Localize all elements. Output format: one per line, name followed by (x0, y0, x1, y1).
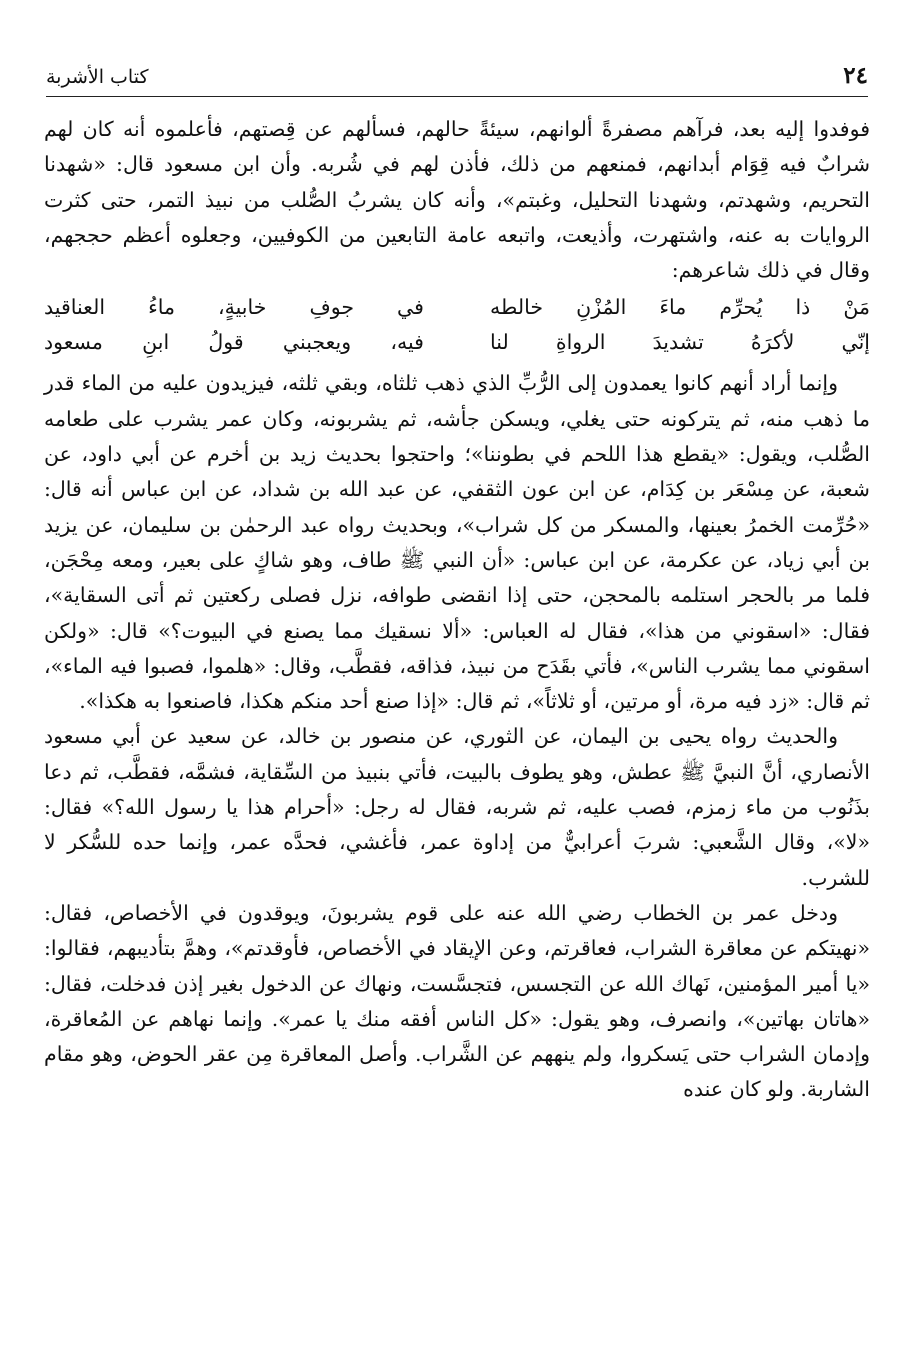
paragraph-3: والحديث رواه يحيى بن اليمان، عن الثوري، عن منصور بن خالد، عن سعيد عن أبي مسعود الأنصاري، أنَّ النبيَّ ﷺ عطش، وهو يطوف بالبيت، فأتي بنبيذ من السِّقاية، فشمَّه، فقطَّب، ثم دعا بذَنُوب من ماء زمزم، فصب عليه، ثم شربه، فقال له رجل: «أحرام هذا يا رسول الله؟» فقال: «لا»، وقال الشَّعبي: شربَ أعرابيٌّ من إداوة عمر، فأغشي، فحدَّه عمر، وإنما حده للسُّكر لا للشرب. (44, 724, 870, 890)
paragraph-4: ودخل عمر بن الخطاب رضي الله عنه على قوم يشربونَ، ويوقدون في الأخصاص، فقال: «نهيتكم عن معاقرة الشراب، فعاقرتم، وعن الإيقاد في الأخصاص، فأوقدتم»، وهمَّ بتأديبهم، فقالوا: «يا أمير المؤمنين، نَهاك الله عن التجسس، فتجسَّست، ونهاك عن الدخول بغير إذن فدخلت، فقال: «هاتان بهاتين»، وانصرف، وهو يقول: «كل الناس أفقه منك يا عمر». وإنما نهاهم عن المُعاقرة، وإدمان الشراب حتى يَسكروا، ولم ينههم عن الشَّراب. وأصل المعاقرة مِن عقر الحوض، وهو مقام الشاربة. ولو كان عنده (44, 900, 870, 1102)
verse-1-first-hemistich: مَنْ ذا يُحرِّم ماءَ المُزْنِ خالطه (490, 295, 870, 320)
poem-verse-1 (44, 290, 870, 325)
running-title: كتاب الأشربة (46, 66, 149, 88)
poem-verse-2 (44, 325, 870, 360)
main-text (44, 112, 870, 1108)
verse-2-first-hemistich: إنّي لأكرَهُ تشديدَ الرواةِ لنا (490, 330, 870, 355)
poem (44, 290, 870, 360)
paragraph-2: وإنما أراد أنهم كانوا يعمدون إلى الرُّبِّ الذي ذهب ثلثاه، وبقي ثلثه، فيزيدون عليه من الماء قدر ما ذهب منه، ثم يتركونه حتى يغلي، ويسكن جأشه، ثم يشربونه، وكان عمر يشرب على طعامه الصُّلب، ويقول: «يقطع هذا اللحم في بطوننا»؛ واحتجوا بحديث زيد بن أخرم عن أبي داود، عن شعبة، عن مِسْعَر بن كِدَام، عن ابن عون الثقفي، عن عبد الله بن شداد، عن ابن عباس أنه قال: «حُرِّمت الخمرُ بعينها، والمسكر من كل شراب»، وبحديث رواه عبد الرحمٰن بن سليمان، عن يزيد بن أبي زياد، عن عكرمة، عن ابن عباس: «أن النبي ﷺ طاف، وهو شاكٍ على بعير، ومعه مِحْجَن، فلما مر بالحجر استلمه بالمحجن، حتى إذا انقضى طوافه، نزل فصلى ركعتين ثم أتى السقاية»، فقال: «اسقوني من هذا»، فقال له العباس: «ألا نسقيك مما يصنع في البيوت؟» قال: «ولكن اسقوني مما يشرب الناس»، فأتي بقَدَح من نبيذ، فذاقه، فقطَّب، وقال: «هلموا، فصبوا فيه الماء»، ثم قال: «زد فيه مرة، أو مرتين، أو ثلاثاً»، ثم قال: «إذا صنع أحد منكم هكذا، فاصنعوا به هكذا». (44, 371, 870, 714)
paragraph-1: فوفدوا إليه بعد، فرآهم مصفرةً ألوانهم، سيئةً حالهم، فسألهم عن قِصتهم، فأعلموه أنه كان لهم شرابٌ فيه قِوَام أبدانهم، فمنعهم من ذلك، فأذن لهم في شُربه. وأن ابن مسعود قال: «شهدنا التحريم، وشهدتم، وشهدنا التحليل، وغبتم»، وأنه كان يشربُ الصُّلب من نبيذ التمر، حتى كثرت الروايات به عنه، واشتهرت، وأذيعت، واتبعه عامة التابعين من الكوفيين، وجعلوه أعظم حججهم، وقال في ذلك شاعرهم: (44, 117, 870, 283)
page-number: ٢٤ (843, 62, 868, 89)
verse-1-second-hemistich: في جوفِ خابيةٍ، ماءُ العناقيد (44, 295, 424, 320)
page-header (46, 60, 868, 97)
verse-2-second-hemistich: فيه، ويعجبني قولُ ابنِ مسعود (44, 330, 424, 355)
